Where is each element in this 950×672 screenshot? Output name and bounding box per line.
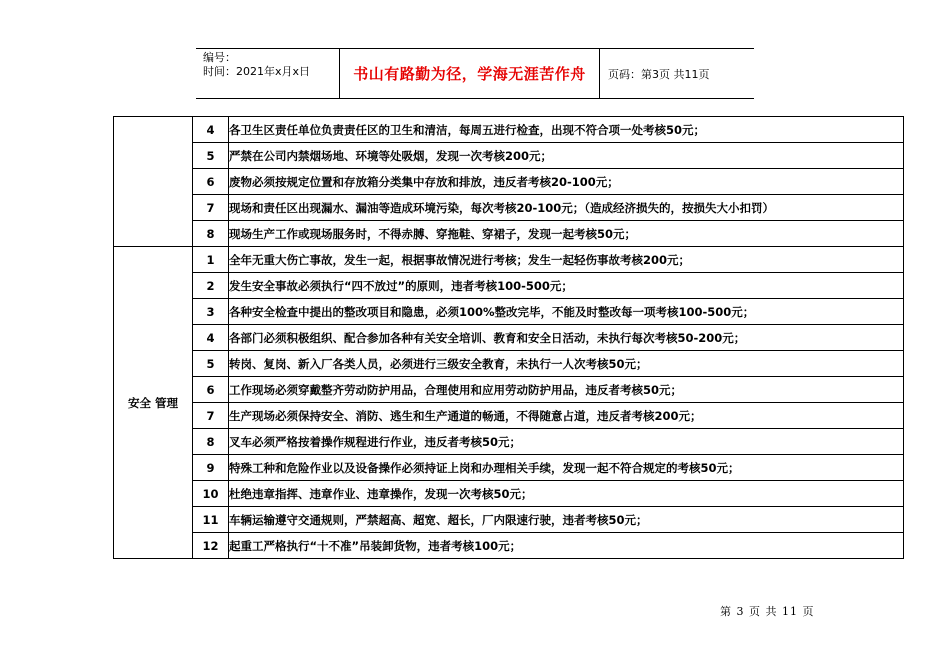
item-text: 发生安全事故必须执行“四不放过”的原则，违者考核100-500元； bbox=[229, 273, 904, 299]
category-cell bbox=[114, 117, 193, 247]
item-text: 工作现场必须穿戴整齐劳动防护用品，合理使用和应用劳动防护用品，违反者考核50元； bbox=[229, 377, 904, 403]
item-text: 起重工严格执行“十不准”吊装卸货物，违者考核100元； bbox=[229, 533, 904, 559]
item-text: 各种安全检查中提出的整改项目和隐患，必须100%整改完毕，不能及时整改每一项考核100-500元； bbox=[229, 299, 904, 325]
document-date: 时间：2021年x月x日 bbox=[203, 65, 311, 78]
table-row bbox=[114, 195, 904, 221]
item-text: 车辆运输遵守交通规则，严禁超高、超宽、超长，厂内限速行驶，违者考核50元； bbox=[229, 507, 904, 533]
table-row bbox=[114, 507, 904, 533]
item-number: 1 bbox=[193, 247, 229, 273]
item-number: 2 bbox=[193, 273, 229, 299]
item-number: 6 bbox=[193, 377, 229, 403]
item-number: 8 bbox=[193, 221, 229, 247]
header-meta bbox=[196, 49, 340, 98]
item-number: 5 bbox=[193, 351, 229, 377]
header-page-info: 页码：第3页 共11页 bbox=[608, 67, 710, 81]
item-text: 各部门必须积极组织、配合参加各种有关安全培训、教育和安全日活动，未执行每次考核50-200元； bbox=[229, 325, 904, 351]
item-text: 全年无重大伤亡事故，发生一起，根据事故情况进行考核；发生一起轻伤事故考核200元； bbox=[229, 247, 904, 273]
table-row bbox=[114, 403, 904, 429]
table-row bbox=[114, 533, 904, 559]
item-text: 杜绝违章指挥、违章作业、违章操作，发现一次考核50元； bbox=[229, 481, 904, 507]
item-text: 叉车必须严格按着操作规程进行作业，违反者考核50元； bbox=[229, 429, 904, 455]
table-row bbox=[114, 299, 904, 325]
table-row bbox=[114, 377, 904, 403]
table-row bbox=[114, 455, 904, 481]
item-text: 转岗、复岗、新入厂各类人员，必须进行三级安全教育，未执行一人次考核50元； bbox=[229, 351, 904, 377]
item-text: 特殊工种和危险作业以及设备操作必须持证上岗和办理相关手续，发现一起不符合规定的考核50元； bbox=[229, 455, 904, 481]
item-number: 12 bbox=[193, 533, 229, 559]
table-row bbox=[114, 429, 904, 455]
table-row bbox=[114, 169, 904, 195]
item-number: 7 bbox=[193, 403, 229, 429]
item-text: 严禁在公司内禁烟场地、环境等处吸烟，发现一次考核200元； bbox=[229, 143, 904, 169]
item-text: 废物必须按规定位置和存放箱分类集中存放和排放，违反者考核20-100元； bbox=[229, 169, 904, 195]
item-number: 11 bbox=[193, 507, 229, 533]
item-number: 10 bbox=[193, 481, 229, 507]
table-row bbox=[114, 351, 904, 377]
table-row bbox=[114, 117, 904, 143]
table-row bbox=[114, 325, 904, 351]
item-number: 9 bbox=[193, 455, 229, 481]
item-number: 8 bbox=[193, 429, 229, 455]
item-number: 7 bbox=[193, 195, 229, 221]
item-number: 4 bbox=[193, 117, 229, 143]
page-header bbox=[196, 48, 754, 99]
table-row bbox=[114, 247, 904, 273]
item-text: 各卫生区责任单位负责责任区的卫生和清洁，每周五进行检查，出现不符合项一处考核50元； bbox=[229, 117, 904, 143]
page-footer: 第 3 页 共 11 页 bbox=[720, 605, 815, 618]
item-number: 3 bbox=[193, 299, 229, 325]
item-text: 现场生产工作或现场服务时，不得赤膊、穿拖鞋、穿裙子，发现一起考核50元； bbox=[229, 221, 904, 247]
item-text: 现场和责任区出现漏水、漏油等造成环境污染，每次考核20-100元；（造成经济损失的，按损失大小扣罚） bbox=[229, 195, 904, 221]
item-text: 生产现场必须保持安全、消防、逃生和生产通道的畅通，不得随意占道，违反者考核200元； bbox=[229, 403, 904, 429]
document-number-label: 编号： bbox=[203, 51, 236, 64]
item-number: 6 bbox=[193, 169, 229, 195]
table-row bbox=[114, 273, 904, 299]
table-row bbox=[114, 481, 904, 507]
assessment-table bbox=[113, 116, 904, 559]
item-number: 5 bbox=[193, 143, 229, 169]
item-number: 4 bbox=[193, 325, 229, 351]
table-row bbox=[114, 221, 904, 247]
header-motto: 书山有路勤为径，学海无涯苦作舟 bbox=[340, 49, 600, 98]
category-cell-safety: 安全 管理 bbox=[114, 247, 193, 559]
table-row bbox=[114, 143, 904, 169]
